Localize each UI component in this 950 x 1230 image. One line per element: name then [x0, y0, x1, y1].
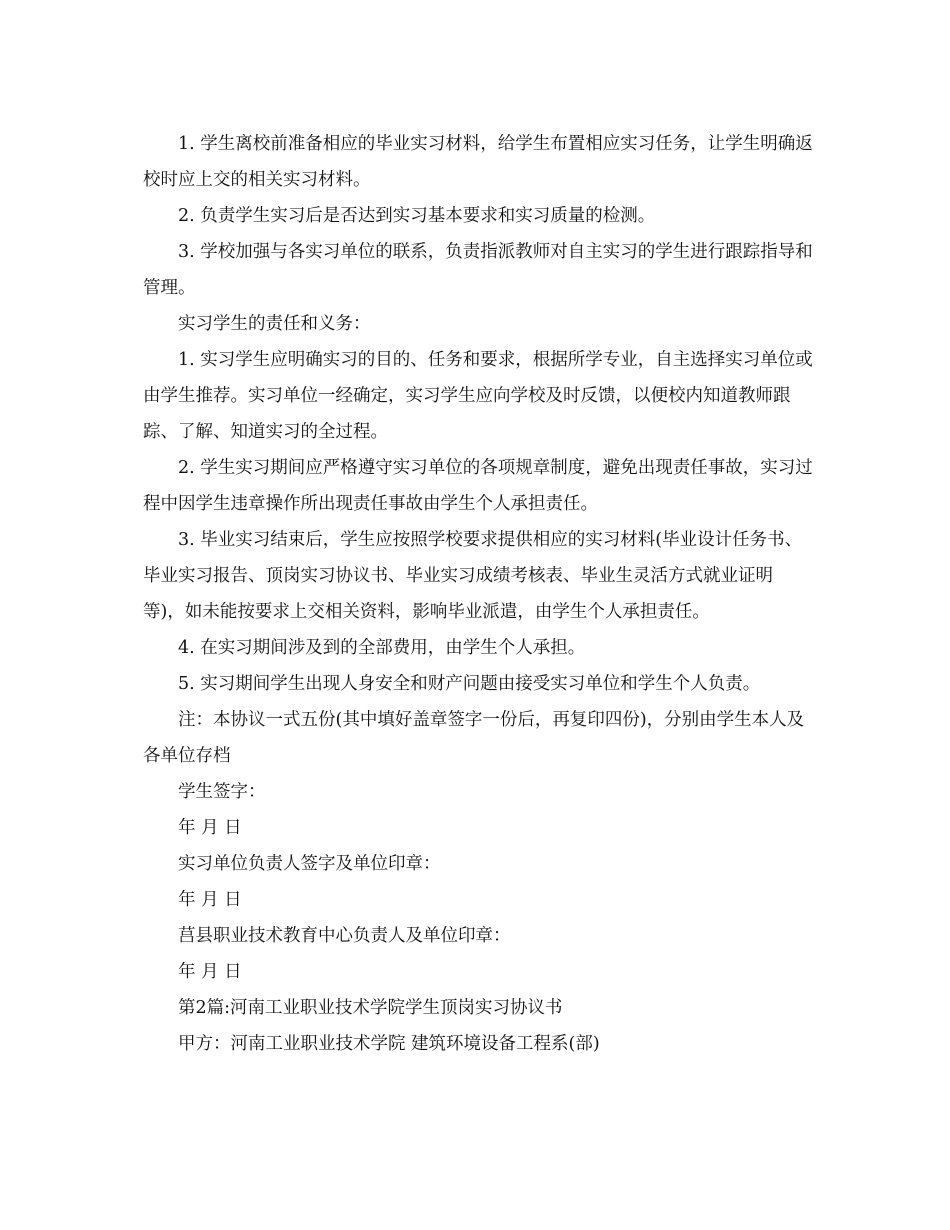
paragraph-student-duty-1: 1. 实习学生应明确实习的目的、任务和要求，根据所学专业，自主选择实习单位或由学生推荐。实习单位一经确定，实习学生应向学校及时反馈，以便校内知道教师跟踪、了解、知道实习的全过程。 [143, 350, 813, 442]
paragraph-student-duty-3: 3. 毕业实习结束后，学生应按照学校要求提供相应的实习材料(毕业设计任务书、毕业实习报告、顶岗实习协议书、毕业实习成绩考核表、毕业生灵活方式就业证明等)，如未能按要求上交相关资料，影响毕业派遣，由学生个人承担责任。 [143, 530, 803, 622]
paragraph-note: 注：本协议一式五份(其中填好盖章签字一份后，再复印四份)，分别由学生本人及各单位存档 [143, 710, 805, 766]
section-title-part-2: 第2篇:河南工业职业技术学院学生顶岗实习协议书 [178, 998, 563, 1018]
date-line: 年 月 日 [178, 962, 242, 982]
paragraph-student-duty-5: 5. 实习期间学生出现人身安全和财产问题由接受实习单位和学生个人负责。 [178, 674, 761, 694]
paragraph-school-duty-3: 3. 学校加强与各实习单位的联系，负责指派教师对自主实习的学生进行跟踪指导和管理。 [143, 242, 813, 298]
school-signature-label: 莒县职业技术教育中心负责人及单位印章： [178, 926, 511, 946]
student-signature-label: 学生签字： [178, 782, 266, 802]
company-signature-label: 实习单位负责人签字及单位印章： [178, 854, 441, 874]
party-a-line: 甲方：河南工业职业技术学院 建筑环境设备工程系(部) [178, 1034, 600, 1054]
document-body [143, 126, 813, 1062]
paragraph-student-duty-4: 4. 在实习期间涉及到的全部费用，由学生个人承担。 [178, 638, 586, 658]
paragraph-school-duty-1: 1. 学生离校前准备相应的毕业实习材料，给学生布置相应实习任务，让学生明确返校时应上交的相关实习材料。 [143, 134, 813, 190]
date-line: 年 月 日 [178, 818, 242, 838]
date-line: 年 月 日 [178, 890, 242, 910]
section-heading-student-duties: 实习学生的责任和义务： [178, 314, 371, 334]
paragraph-student-duty-2: 2. 学生实习期间应严格遵守实习单位的各项规章制度，避免出现责任事故，实习过程中因学生违章操作所出现责任事故由学生个人承担责任。 [143, 458, 813, 514]
paragraph-school-duty-2: 2. 负责学生实习后是否达到实习基本要求和实习质量的检测。 [178, 206, 656, 226]
